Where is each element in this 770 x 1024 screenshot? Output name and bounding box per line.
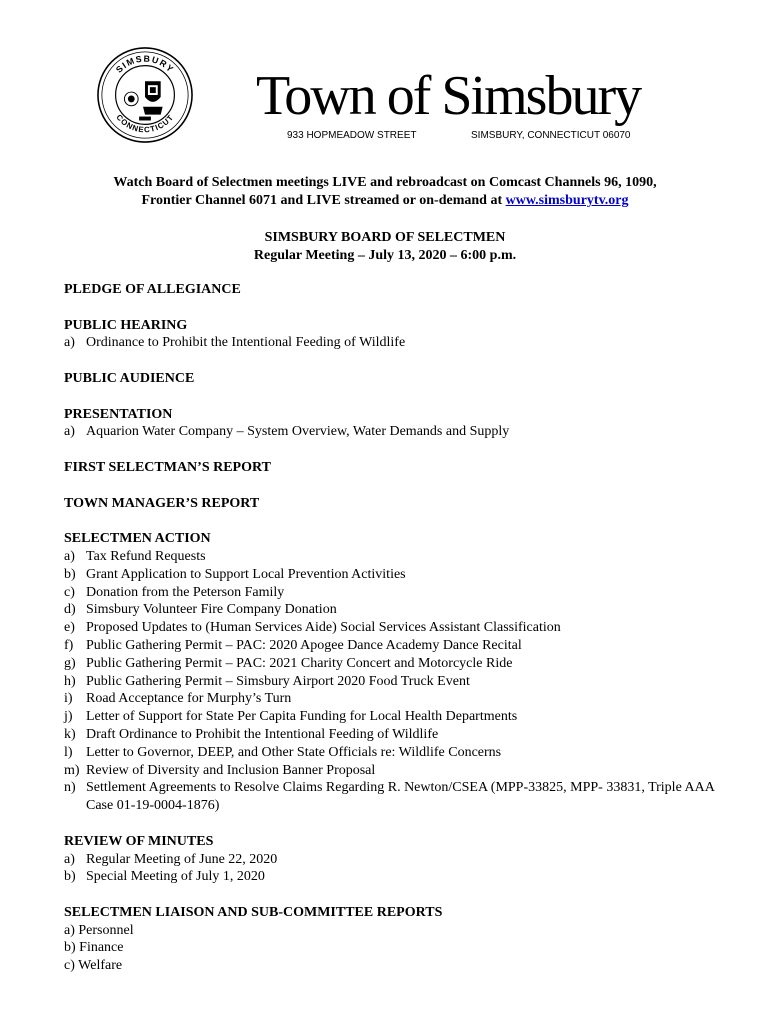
section-liaison-reports: [64, 904, 724, 975]
section-heading: PUBLIC HEARING: [64, 317, 188, 333]
agenda-item-label: c): [64, 584, 75, 600]
agenda-item: [64, 673, 724, 691]
section-heading: PLEDGE OF ALLEGIANCE: [64, 282, 241, 297]
agenda: [64, 281, 724, 993]
seal-text-top: SIMSBURY: [113, 53, 177, 75]
section-pledge: [64, 281, 724, 299]
agenda-item-text: Ordinance to Prohibit the Intentional Feeding of Wildlife: [86, 335, 406, 351]
agenda-item-text: Draft Ordinance to Prohibit the Intentional Feeding of Wildlife: [86, 726, 439, 742]
agenda-item: [64, 619, 724, 637]
agenda-item: [64, 548, 724, 566]
agenda-item-label: i): [64, 691, 73, 707]
section-heading: SELECTMEN LIAISON AND SUB-COMMITTEE REPORTS: [64, 904, 443, 920]
section-heading: REVIEW OF MINUTES: [64, 833, 214, 849]
section-town-manager-report: [64, 495, 724, 513]
agenda-item: [64, 957, 724, 975]
agenda-item-text: Letter of Support for State Per Capita Funding for Local Health Departments: [86, 709, 518, 725]
section-heading: FIRST SELECTMAN’S REPORT: [64, 459, 271, 475]
agenda-item-label: a): [64, 851, 75, 867]
agenda-item-label: b): [64, 869, 76, 885]
town-title: Town of Simsbury: [256, 65, 641, 127]
agenda-item-text: Welfare: [78, 958, 123, 974]
agenda-item-label: g): [64, 655, 76, 671]
section-selectmen-action: [64, 530, 724, 815]
agenda-item-text: Simsbury Volunteer Fire Company Donation: [86, 602, 337, 618]
agenda-item-text: Public Gathering Permit – PAC: 2020 Apogee Dance Academy Dance Recital: [86, 637, 522, 653]
agenda-item-text: Special Meeting of July 1, 2020: [86, 869, 265, 885]
agenda-item: [64, 851, 724, 869]
section-heading: PRESENTATION: [64, 406, 173, 422]
agenda-item: [64, 708, 724, 726]
agenda-item: [64, 939, 724, 957]
agenda-item: [64, 779, 724, 815]
svg-text:SIMSBURY: [114, 54, 176, 75]
agenda-item-text: Personnel: [78, 922, 134, 938]
town-seal: [96, 46, 194, 144]
board-name: SIMSBURY BOARD OF SELECTMEN: [264, 230, 506, 245]
seal-text-bottom: CONNECTICUT: [114, 112, 176, 135]
agenda-item: [64, 566, 724, 584]
agenda-item: [64, 601, 724, 619]
agenda-item: [64, 690, 724, 708]
agenda-item-label: b): [64, 566, 76, 582]
meeting-header: [60, 229, 710, 265]
section-review-of-minutes: [64, 833, 724, 886]
agenda-item-text: Grant Application to Support Local Prevention Activities: [86, 566, 406, 582]
city-address: SIMSBURY, CONNECTICUT 06070: [471, 130, 631, 141]
agenda-item-text: Donation from the Peterson Family: [86, 584, 285, 600]
agenda-item-label: n): [64, 780, 76, 796]
simsburytv-link[interactable]: www.simsburytv.org: [505, 193, 629, 208]
agenda-item: [64, 637, 724, 655]
broadcast-notice-line2: [60, 192, 710, 210]
agenda-item-text: Road Acceptance for Murphy’s Turn: [86, 691, 292, 707]
section-public-audience: [64, 370, 724, 388]
section-first-selectman-report: [64, 459, 724, 477]
agenda-item: [64, 423, 724, 441]
agenda-item-label: e): [64, 620, 75, 636]
agenda-item-label: l): [64, 744, 73, 760]
section-public-hearing: [64, 317, 724, 353]
agenda-item-label: b): [64, 940, 76, 956]
agenda-item-label: j): [64, 709, 73, 725]
agenda-item: [64, 744, 724, 762]
agenda-item-label: a): [64, 548, 75, 564]
section-heading: SELECTMEN ACTION: [64, 531, 211, 547]
section-heading: PUBLIC AUDIENCE: [64, 370, 195, 386]
agenda-item-label: d): [64, 602, 76, 618]
agenda-item: [64, 922, 724, 940]
agenda-item-label: c): [64, 958, 75, 974]
agenda-item-text: Finance: [79, 940, 124, 956]
agenda-item: [64, 762, 724, 780]
agenda-item-text: Proposed Updates to (Human Services Aide) Social Services Assistant Classification: [86, 620, 561, 636]
agenda-item: [64, 334, 724, 352]
broadcast-notice-line1: Watch Board of Selectmen meetings LIVE and rebroadcast on Comcast Channels 96, 1090,: [113, 175, 657, 190]
agenda-item-label: a): [64, 335, 75, 351]
agenda-item-text: Public Gathering Permit – Simsbury Airport 2020 Food Truck Event: [86, 673, 470, 689]
section-presentation: [64, 406, 724, 442]
agenda-item-label: a): [64, 922, 75, 938]
agenda-item: [64, 726, 724, 744]
street-address: 933 HOPMEADOW STREET: [287, 130, 417, 141]
agenda-item-text: Settlement Agreements to Resolve Claims Regarding R. Newton/CSEA (MPP-33825, MPP- 33831, Triple AAA Case 01-19-0004-1876): [86, 780, 715, 814]
town-seal-icon: [96, 46, 194, 144]
agenda-item-text: Regular Meeting of June 22, 2020: [86, 851, 278, 867]
agenda-item-text: Review of Diversity and Inclusion Banner Proposal: [86, 762, 376, 778]
agenda-item-label: h): [64, 673, 76, 689]
agenda-item: [64, 584, 724, 602]
broadcast-notice: [60, 174, 710, 210]
agenda-item-text: Letter to Governor, DEEP, and Other State Officials re: Wildlife Concerns: [86, 744, 502, 760]
agenda-item: [64, 868, 724, 886]
svg-text:CONNECTICUT: [114, 113, 175, 135]
agenda-item-text: Public Gathering Permit – PAC: 2021 Charity Concert and Motorcycle Ride: [86, 655, 513, 671]
agenda-item: [64, 655, 724, 673]
broadcast-notice-line2-text: Frontier Channel 6071 and LIVE streamed or on-demand at: [141, 193, 506, 208]
meeting-session: Regular Meeting – July 13, 2020 – 6:00 p.m.: [253, 248, 517, 263]
agenda-item-label: m): [64, 762, 80, 778]
agenda-item-label: k): [64, 726, 76, 742]
section-heading: TOWN MANAGER’S REPORT: [64, 495, 260, 511]
agenda-item-text: Aquarion Water Company – System Overview, Water Demands and Supply: [86, 424, 510, 440]
agenda-item-label: a): [64, 424, 75, 440]
agenda-item-label: f): [64, 637, 74, 653]
agenda-item-text: Tax Refund Requests: [86, 548, 206, 564]
